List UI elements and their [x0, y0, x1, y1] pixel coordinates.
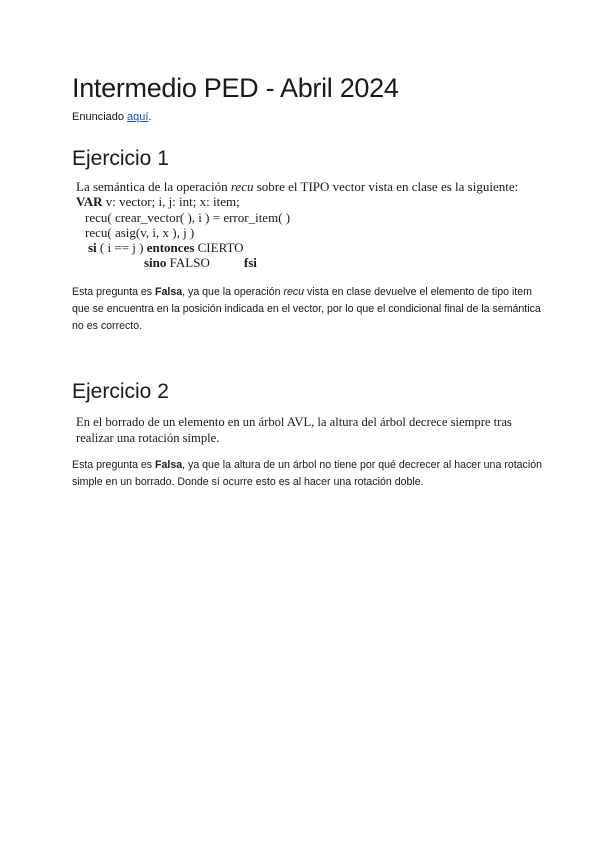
condition: ( i == j ) [96, 240, 147, 256]
question-line-4: recu( asig(v, i, x ), j ) [85, 224, 195, 240]
answer-text: , ya que la altura de un árbol no tiene por qué decrecer al hacer una rotación simple en un borrado. Donde sí ocurre esto es al hacer una rotación doble. [72, 459, 542, 488]
exercise-1-answer [72, 284, 542, 335]
intro-period: . [148, 111, 152, 123]
answer-text: Esta pregunta es [72, 459, 156, 471]
question-text: La semántica de la operación [76, 179, 231, 194]
exercise-2-heading: Ejercicio 2 [72, 380, 169, 403]
operation-name: recu [230, 179, 254, 194]
intro-text: Enunciado [72, 111, 128, 123]
keyword-entonces: entonces [146, 240, 195, 256]
question-line-6 [76, 255, 546, 270]
value-falso: FALSO [166, 255, 210, 271]
intro-line [72, 110, 152, 124]
keyword-si: si [88, 240, 97, 256]
variable-declarations: v: vector; i, j: int; x: item; [102, 194, 240, 210]
statement-link[interactable]: aquí [127, 111, 149, 123]
exercise-2-answer [72, 457, 542, 491]
answer-text: Esta pregunta es [72, 286, 156, 298]
keyword-var: VAR [76, 194, 103, 210]
question-line-1 [76, 179, 546, 194]
answer-verdict: Falsa [155, 286, 183, 298]
keyword-sino: sino [144, 255, 167, 271]
exercise-2-question: En el borrado de un elemento en un árbol AVL, la altura del árbol decrece siempre tras realizar una rotación simple. [76, 415, 512, 445]
answer-text: vista en clase devuelve el elemento de tipo item que se encuentra en la posición indicada en el vector, por lo que el condicional final de la semántica no es correcto. [72, 286, 541, 332]
value-cierto: CIERTO [194, 240, 244, 256]
keyword-fsi: fsi [243, 255, 257, 271]
exercise-1-heading: Ejercicio 1 [72, 147, 169, 170]
question-line-5 [76, 240, 546, 255]
exercise-1-question [76, 179, 546, 271]
page-title: Intermedio PED - Abril 2024 [72, 73, 399, 103]
question-line-2 [76, 194, 546, 209]
question-line-3: recu( crear_vector( ), i ) = error_item( ) [85, 209, 291, 225]
answer-text: , ya que la operación [182, 286, 284, 298]
question-text: sobre el TIPO vector vista en clase es la siguiente: [253, 179, 519, 194]
answer-verdict: Falsa [155, 459, 183, 471]
operation-name: recu [283, 286, 305, 298]
